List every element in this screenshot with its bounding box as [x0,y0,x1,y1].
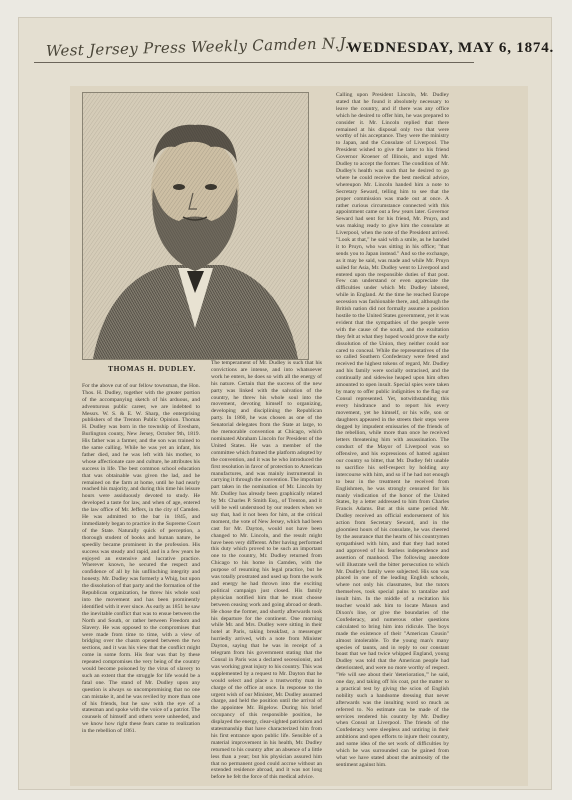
engraved-portrait [82,92,309,360]
article-column-2 [211,360,322,781]
column-3-text: Calling upon President Lincoln, Mr. Dudley stated that he found it absolutely necessary to leave the country, and if there was any office which he desired to offer him, he was prepared to consider it. Mr. Lincoln replied that there remained at his disposal only two that were worthy of his acceptance. They were the ministry to Japan, and the Consulate of Liverpool. The President wished to give the latter to his friend Governor Kroener of Illinois, and urged Mr. Dudley to accept the former. The condition of Mr. Dudley's health was such that he desired to go where he could receive the best medical advice, whereupon Mr. Lincoln handed him a note to Secretary Seward, telling him to see that the proper commission was made out at once. A rather curious circumstance connected with this appointment came out a few years later. Governor Seward had sent for his friend, Mr. Pruyn, and was making ready to give him the consulate at Liverpool, when the note of the President arrived. "Look at that," he said with a smile, as he handed it to Pruyn, who was sitting in his office; "that sends you to Japan instead." And so the exchange, as it may be said, was made and while Mr. Pruyn sailed for Asia, Mr. Dudley went to Liverpool and entered upon the responsible duties of that post. Few can understand or even appreciate the difficulties under which Mr. Dudley labored, while in England. At the time he reached Europe secession was fashionable there, and, although the British nation did not formally assume a position hostile to the United States government, yet it was evident that the sympathies of the people were with the cause of the south, and the exultation they felt at what they hoped would prove the early dissolution of the Union, they neither could nor cared to conceal. While the representatives of the so called Southern Confederacy were feted and received the highest tokens of regard, Mr. Dudley and his family were socially ostracised, and the continually and sidewise heaped upon him often amounted to open insult. Special spies were taken by many to offer public indignities to the flag our Consul represented. Yet, notwithstanding this every hindrance and to report his every movement, yet he himself, or his wife, son or daughters appeared in the streets their steps were dogged by impudent emissaries of the friends of the rebellion, while more than once he received letters threatening him with assassination. The conduct of the Mayor of Liverpool was so offensive, and his expressions of hatred against our country so bitter, that Mr. Dudley felt unable to sacrifice his self-respect by holding any intercourse with him, and so if he had not enough to bear in the treatment he received from Englishmen, he was strongly censured for his manly vindication of the honor of the United States, by a letter addressed to him from Charles Francis Adams. But at this same period Mr. Dudley received an official endorsement of his action from Secretary Seward, and in the gloomiest hours of his consulate, he was cheered by the assurance that the hearts of his countrymen sympathised with him, and that they had noted and approved of his fearless independence and assertion of manhood. The following anecdote will illustrate well the bitter persecution to which Mr. Dudley's family were subjected. His son was placed in one of the leading English schools, where not only his classmates, but the tutors themselves, took special pains to tantalize and insult him. In the middle of a recitation his teacher would ask him to locate Mason and Dixon's line, or give the boundaries of the Confederacy, and numerous other questions calculated to bring him into ridicule. The boys made the existence of their "American Cousin" almost intolerable. To the young man's many species of taunts, and in reply to our constant boast that we had twice whipped England, young Dudley was told that the American people had deteriorated, and were no more worthy of respect. "We will see about their 'deterioration,'" he said, one day, and taking off his coat, put the matter to a practical test by giving the scion of English nobility such a handsome dressing that never afterwards was the insulting word so much as referred to. No estimate can be made of the services rendered his country by Mr. Dudley when Consul at Liverpool. The friends of the Confederacy were sleepless and untiring in their ambitions and open efforts to injure their country, and some idea of the set work of difficulties by which he was surrounded can be gained from what we have stated about the animosity of the sentiment against him. [336,92,449,768]
article-column-1 [82,376,200,735]
engraver-mark: JM [232,322,240,328]
article-title: THOMAS H. DUDLEY. [108,364,196,373]
newspaper-dateline: WEDNESDAY, MAY 6, 1874. [347,40,555,56]
column-2-text: The temperament of Mr. Dudley is such that his convictions are intense, and into whatsoever work he enters, he does so with all the energy of his nature. Certain that the success of the new party was linked with the salvation of the country, he threw his whole soul into the movement, devoting himself to organizing, developing and disciplining the Republican party. In 1860, he was chosen as one of the Senatorial delegates from the State at large, to the memorable convention at Chicago, which nominated Abraham Lincoln for President of the United States. He was a member of the committee which framed the platform adopted by the convention, and it was he who introduced the first resolution in favor of protection to American manufactures, and was mainly instrumental in carrying it through the convention. The important part taken in the nomination of Mr. Lincoln by Mr. Dudley has already been graphically related by Mr. Charles P. Smith Esq., of Trenton, and it will be well understood by our readers when we say that, had it not been for him, at the critical moment, the vote of New Jersey, which had been cast for Mr. Dayton, would not have been changed to Mr. Lincoln, and the result might have been very different. After having performed this duty which proved to be such an important one to the country, Mr. Dudley returned from Chicago to his home in Camden, with the purpose of resuming his legal practice, but he was totally prostrated and used up from the work and energy he had thrown into the exciting political campaign just closed. His family physician notified him that he must choose between ceasing work and going abroad or death. He chose the former, and shortly afterwards took his departure for the continent. One morning while Mr. and Mrs. Dudley were sitting in their hotel at Paris, taking breakfast, a messenger hurriedly arrived, with a note from Minister Dayton, saying that he was in receipt of a telegram from his government stating that the Consul in Paris was a declared secessionist, and was working great injury to his country. This was supplemented by a request to Mr. Dayton that he would select and place a trustworthy man in charge of the office at once. In response to the urgent wish of our Minister, Mr. Dudley assumed charge, and held the position until the arrival of the appointee Mr. Bigelow. During his brief occupancy of this responsible position, he displayed the energy, clear-sighted patriotism and statesmanship that have characterized him from his first entrance upon public life. Sensible of a material improvement in his health, Mr. Dudley returned to his country after an absence of a little less than a year; but his physician assured him that no permanent good could accrue without an extended residence abroad, and it was not long before he felt the force of this medical advice. [211,360,322,781]
article-column-3 [336,92,449,769]
handwritten-source-note: West Jersey Press Weekly Camden N.J. [45,34,350,60]
column-1-text: For the above cut of our fellow townsman, the Hon. Thos. H. Dudley, together with the greater portion of the accompanying sketch of his arduous, and adventurous public career, we are indebted to Messrs. W. S. & E. W. Sharp, the enterprising publishers of the Trenton Public Opinion. Thomas H. Dudley was born in the township of Evesham, Burlington county, New Jersey, October 9th, 1819. His father was a farmer, and the son was trained to the same calling. While he was yet an infant, his father died, and he was left with his mother, to whose affectionate care and culture, he attributes his success in life. The best common school education that was obtainable was given the lad, and he remained on the farm at home, until he had nearly reached his majority, and during this time his leisure hours were assiduously devoted to study. He developed a taste for law, and when of age, entered the law office of Mr. Jeffers, in the city of Camden. He was admitted to the bar in 1845, and immediately began to practice in the Supreme Court of the State. Naturally quick of perception, a thorough student of books and human nature, he speedily became prominent in the profession. His success was steady and rapid, and in a few years he enjoyed an extensive and lucrative practice. Wherever known, he secured the respect and confidence of all by his unflinching integrity and honesty. Mr. Dudley was formerly a Whig, but upon the dissolution of that party and the formation of the Republican organization, he threw his whole soul into the movement and has been prominently identified with it ever since. As early as 1851 he saw the inevitable conflict that was to ensue between the North and South, or rather between Freedom and Slavery. He was opposed to the compromises that were made from time to time, with a view of bridging over the chasm opened between the two sections, and it was his view that the conflict might come in some form. His fear was that by these repeated compromises the very being of the country would become poisoned by the virus of slavery to such an extent that the struggle for life would be a fatal one. The stand of Mr. Dudley upon any question is always so uncompromising that no one can mistake it, and he was reviled by more than one of his friends, but he saw with the eye of a statesman and spoke with the voice of a patriot. The counsels of himself and others were unheeded, and we know how right these fears came to realization in the rebellion of 1861. [82,382,200,735]
